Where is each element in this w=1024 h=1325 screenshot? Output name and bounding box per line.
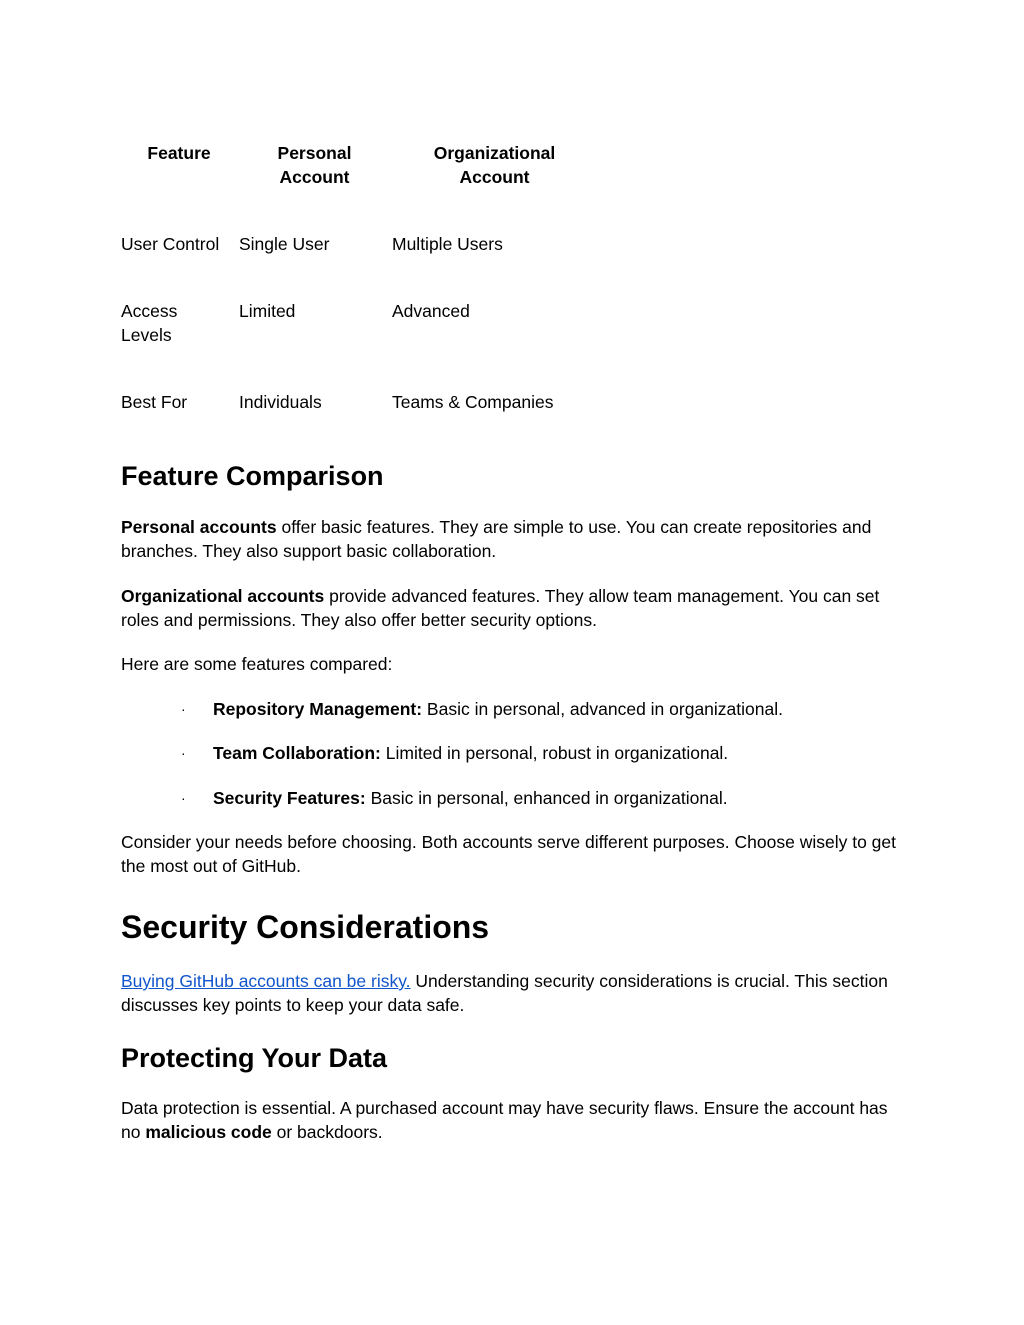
cell-feature-line2: Levels	[121, 325, 172, 345]
bullet-dot: ·	[181, 790, 186, 806]
header-org-line1: Organizational	[433, 143, 556, 163]
bullet-dot: ·	[181, 745, 186, 761]
bold-organizational-accounts: Organizational accounts	[121, 586, 325, 606]
cell-feature	[121, 232, 237, 256]
paragraph-security-intro	[121, 969, 911, 1017]
table-header-personal	[239, 141, 390, 189]
cell-personal: Limited	[239, 301, 296, 321]
bullet-bold: Team Collaboration:	[213, 743, 381, 763]
heading-security-considerations: Security Considerations	[121, 909, 490, 945]
cell-feature-line1: User Control	[121, 234, 220, 254]
bullet-bold: Repository Management:	[213, 699, 423, 719]
bullet-dot: ·	[181, 701, 186, 717]
paragraph-organizational-accounts-text: provide advanced features. They allow team management. You can set roles and permissions. They also offer better security options.	[121, 586, 880, 630]
bold-personal-accounts: Personal accounts	[121, 517, 277, 537]
bullet-text	[213, 697, 783, 721]
header-feature-text: Feature	[147, 143, 211, 163]
cell-organizational: Teams & Companies	[392, 392, 554, 412]
paragraph-consider-needs: Consider your needs before choosing. Both accounts serve different purposes. Choose wisely to get the most out of GitHub.	[121, 832, 896, 876]
paragraph-data-protection-end: or backdoors.	[271, 1122, 383, 1142]
bullet-rest: Basic in personal, advanced in organizational.	[422, 699, 783, 719]
paragraph-personal-accounts-text: offer basic features. They are simple to use. You can create repositories and branches. They also support basic collaboration.	[121, 517, 872, 561]
header-personal-line1: Personal	[277, 143, 352, 163]
cell-feature	[121, 390, 237, 414]
header-personal-line2: Account	[279, 167, 350, 187]
paragraph-security-intro-text: Understanding security considerations is crucial. This section discusses key points to keep your data safe.	[121, 971, 888, 1015]
heading-feature-comparison: Feature Comparison	[121, 461, 384, 491]
paragraph-data-protection	[121, 1096, 911, 1144]
bullet-text	[213, 741, 728, 765]
header-org-line2: Account	[459, 167, 530, 187]
paragraph-personal-accounts	[121, 515, 911, 563]
cell-feature-line1: Access	[121, 301, 178, 321]
cell-organizational: Multiple Users	[392, 234, 503, 254]
table-header-feature	[121, 141, 237, 165]
paragraph-features-intro: Here are some features compared:	[121, 654, 393, 674]
bullet-rest: Basic in personal, enhanced in organizational.	[365, 788, 728, 808]
cell-personal: Individuals	[239, 392, 322, 412]
table-header-organizational	[392, 141, 597, 189]
cell-personal: Single User	[239, 234, 330, 254]
bullet-bold: Security Features:	[213, 788, 366, 808]
cell-feature-line1: Best For	[121, 392, 188, 412]
heading-protecting-your-data: Protecting Your Data	[121, 1043, 388, 1073]
paragraph-data-protection-start: Data protection is essential. A purchased account may have security flaws. Ensure the account has no	[121, 1098, 888, 1142]
buying-accounts-link[interactable]: Buying GitHub accounts can be risky.	[121, 971, 411, 991]
bold-malicious-code: malicious code	[145, 1122, 272, 1142]
cell-feature	[121, 299, 237, 347]
cell-organizational: Advanced	[392, 301, 470, 321]
bullet-rest: Limited in personal, robust in organizational.	[380, 743, 729, 763]
bullet-text	[213, 786, 728, 810]
paragraph-organizational-accounts	[121, 584, 911, 632]
